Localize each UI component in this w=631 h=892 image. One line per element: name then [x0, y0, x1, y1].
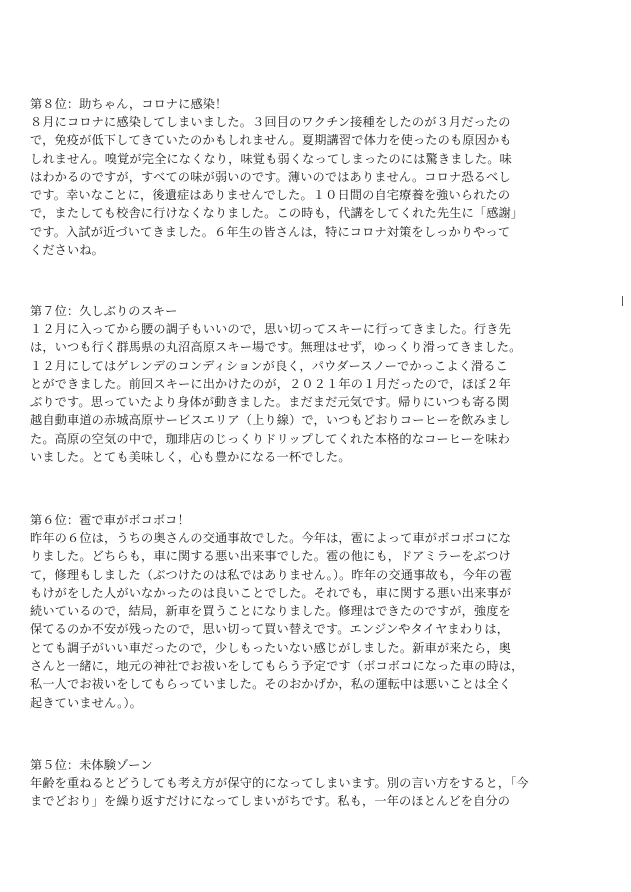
body-line: りました。どちらも，車に関する悪い出来事でした。雹の他にも，ドアミラーをぶつけ	[30, 549, 511, 564]
body-line: １２月にしてはゲレンデのコンディションが良く，パウダースノーでかっこよく滑るこ	[30, 358, 509, 373]
body-line: しれません。嗅覚が完全になくなり，味覚も弱くなってしまったのには驚きました。味	[30, 151, 512, 166]
body-line: 続いているので，結局，新車を買うことになりました。修理はできたのですが，強度を	[30, 604, 511, 619]
body-line: 私一人でお祓いをしてもらっていました。そのおかげか，私の運転中は悪いことは全く	[30, 677, 512, 692]
body-line: で，免疫が低下してきていたのかもしれません。夏期講習で体力を使ったのも原因かも	[30, 133, 512, 148]
body-line: 起きていません。）。	[30, 695, 142, 710]
section-heading: 第６位：雹で車がボコボコ！	[30, 513, 190, 527]
body-line: とても調子がいい車だったので，少しもったいない感じがしました。新車が来たら，奥	[30, 640, 511, 655]
section-rank-6	[30, 511, 592, 712]
section-rank-7	[30, 302, 592, 466]
section-heading: 第８位：助ちゃん，コロナに感染！	[30, 97, 228, 111]
body-line: た。高原の空気の中で，珈琲店のじっくりドリップしてくれた本格的なコーヒーを味わ	[30, 431, 510, 446]
body-line: 年齢を重ねるとどうしても考え方が保守的になってしまいます。別の言い方をすると，「今	[30, 776, 529, 790]
section-rank-8	[30, 95, 592, 259]
body-line: ８月にコロナに感染してしまいました。３回目のワクチン接種をしたのが３月だったの	[30, 115, 511, 129]
section-heading: 第７位：久しぶりのスキー	[30, 304, 178, 318]
scan-edge-mark	[622, 296, 623, 306]
body-line: は，いつも行く群馬県の丸沼高原スキー場です。無理はせず，ゆっくり滑ってきました。	[30, 340, 522, 355]
body-line: いました。とても美味しく，心も豊かになる一杯でした。	[30, 450, 351, 465]
body-line: です。入試が近づいてきました。６年生の皆さんは，特にコロナ対策をしっかりやって	[30, 224, 511, 239]
body-line: 昨年の６位は，うちの奥さんの交通事故でした。今年は，雹によって車がボコボコにな	[30, 531, 512, 545]
body-line: くださいね。	[30, 243, 105, 258]
body-line: 越自動車道の赤城高原サービスエリア（上り線）で，いつもどおりコーヒーを飲みまし	[30, 413, 511, 428]
body-line: て，修理もしました（ぶつけたのは私ではありません。）。昨年の交通事故も，今年の雹	[30, 567, 512, 582]
body-line: とができました。前回スキーに出かけたのが，２０２１年の１月だったので，ほぼ２年	[30, 376, 511, 391]
body-line: もけがをした人がいなかったのは良いことでした。それでも，車に関する悪い出来事が	[30, 585, 512, 600]
body-line: 保てるのか不安が残ったので，思い切って買い替えです。エンジンやタイヤまわりは，	[30, 622, 510, 637]
body-line: までどおり」を繰り返すだけになってしまいがちです。私も，一年のほとんどを自分の	[30, 794, 511, 809]
section-rank-5	[30, 756, 592, 811]
body-line: １２月に入ってから腰の調子もいいので，思い切ってスキーに行ってきました。行き先	[30, 322, 511, 336]
body-line: さんと一緒に，地元の神社でお祓いをしてもらう予定です（ボコボコになった車の時は，	[30, 659, 524, 674]
body-line: で，またしても校舎に行けなくなりました。この時も，代講をしてくれた先生に「感謝」	[30, 206, 524, 221]
body-line: です。幸いなことに，後遺症はありませんでした。１０日間の自宅療養を強いられたの	[30, 188, 511, 203]
body-line: はわかるのですが，すべての味が弱いのです。薄いのではありません。コロナ恐るべし	[30, 169, 511, 184]
section-heading: 第５位：未体験ゾーン	[30, 758, 153, 772]
body-line: ぶりです。思っていたより身体が動きました。まだまだ元気です。帰りにいつも寄る関	[30, 395, 510, 410]
